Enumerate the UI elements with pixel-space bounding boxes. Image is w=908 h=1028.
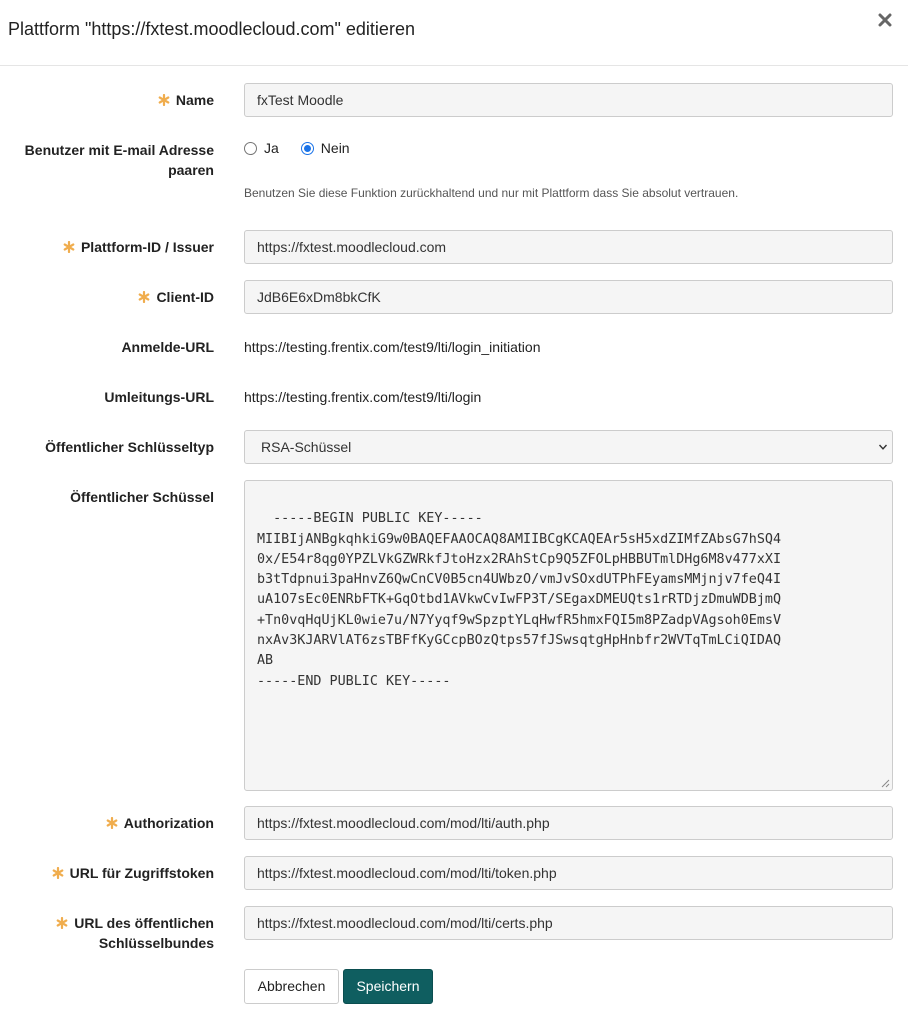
authorization-input[interactable]: https://fxtest.moodlecloud.com/mod/lti/auth.php: [244, 806, 893, 840]
keyset-url-label: URL des öffentlichen Schlüsselbundes: [24, 913, 214, 953]
radio-nein-circle[interactable]: [301, 142, 314, 155]
token-url-label: URL für Zugriffstoken: [52, 863, 214, 883]
required-icon: [63, 241, 75, 253]
public-key-textarea[interactable]: [244, 480, 893, 791]
required-icon: [158, 94, 170, 106]
public-key-label: Öffentlicher Schüssel: [70, 489, 214, 505]
close-icon[interactable]: [872, 6, 898, 34]
required-icon: [52, 867, 64, 879]
client-id-label: Client-ID: [138, 287, 214, 307]
issuer-input[interactable]: https://fxtest.moodlecloud.com: [244, 230, 893, 264]
radio-ja[interactable]: [244, 140, 279, 156]
pair-users-help: Benutzen Sie diese Funktion zurückhaltend und nur mit Plattform dass Sie absolut vertrauen.: [244, 186, 739, 200]
name-label: Name: [158, 90, 214, 110]
login-url-value: https://testing.frentix.com/test9/lti/login_initiation: [244, 339, 541, 355]
client-id-input[interactable]: JdB6E6xDm8bkCfK: [244, 280, 893, 314]
redirect-url-value: https://testing.frentix.com/test9/lti/login: [244, 389, 482, 405]
required-icon: [106, 817, 118, 829]
cancel-button[interactable]: Abbrechen: [244, 969, 339, 1004]
required-icon: [56, 917, 68, 929]
authorization-label: Authorization: [106, 813, 214, 833]
name-input[interactable]: fxTest Moodle: [244, 83, 893, 117]
dialog-header: [0, 0, 908, 66]
key-type-label: Öffentlicher Schlüsseltyp: [45, 439, 214, 455]
public-key-text: -----BEGIN PUBLIC KEY----- MIIBIjANBgkqhkiG9w0BAQEFAAOCAQ8AMIIBCgKCAQEAr5sH5xdZIMfZAbsG7hSQ4 0x/E54r8qg0YPZLVkGZWRkfJtoHzx2RAhStCp9Q5ZFOLpHBBUTmlDHg6M8v477xXI b3tTdpnui3paHnvZ6QwCnCV0B5cn4UWbzO/vmJvSOxdUTPhFEyamsMMjnjv7feQ4I uA1O7sEc0ENRbFTK+GqOtbd1AVkwCvIwFP3T/SEgaxDMEUQts1rRTDjzDmuWDBjmQ +Tn0vqHqUjKL0wie7u/N7Yyqf9wSpzptYLqHwfR5hmxFQI5m8PZadpVAgsoh0EmsV nxAv3KJARVlAT6zsTBFfKyGCcpBOzQtps57fJSwsqtgHpHnbfr2WVTqTmLCiQIDAQ AB -----END PUBLIC KEY-----: [257, 511, 782, 689]
radio-ja-label: Ja: [264, 140, 279, 156]
resize-handle-icon[interactable]: [880, 778, 890, 788]
radio-nein-label: Nein: [320, 140, 350, 156]
pair-users-label: Benutzer mit E-mail Adresse paaren: [24, 142, 214, 178]
login-url-label: Anmelde-URL: [121, 339, 214, 355]
save-button[interactable]: Speichern: [343, 969, 433, 1004]
dialog-title: Plattform "https://fxtest.moodlecloud.com" editieren: [8, 19, 415, 39]
token-url-input[interactable]: https://fxtest.moodlecloud.com/mod/lti/token.php: [244, 856, 893, 890]
key-type-value: RSA-Schüssel: [261, 439, 352, 455]
keyset-url-input[interactable]: https://fxtest.moodlecloud.com/mod/lti/certs.php: [244, 906, 893, 940]
chevron-down-icon: [878, 442, 888, 452]
radio-nein[interactable]: [301, 140, 350, 156]
redirect-url-label: Umleitungs-URL: [104, 389, 214, 405]
required-icon: [138, 291, 150, 303]
radio-ja-circle[interactable]: [244, 142, 257, 155]
pair-users-radio-group: [244, 140, 372, 156]
issuer-label: Plattform-ID / Issuer: [63, 237, 214, 257]
key-type-select[interactable]: [244, 430, 893, 464]
